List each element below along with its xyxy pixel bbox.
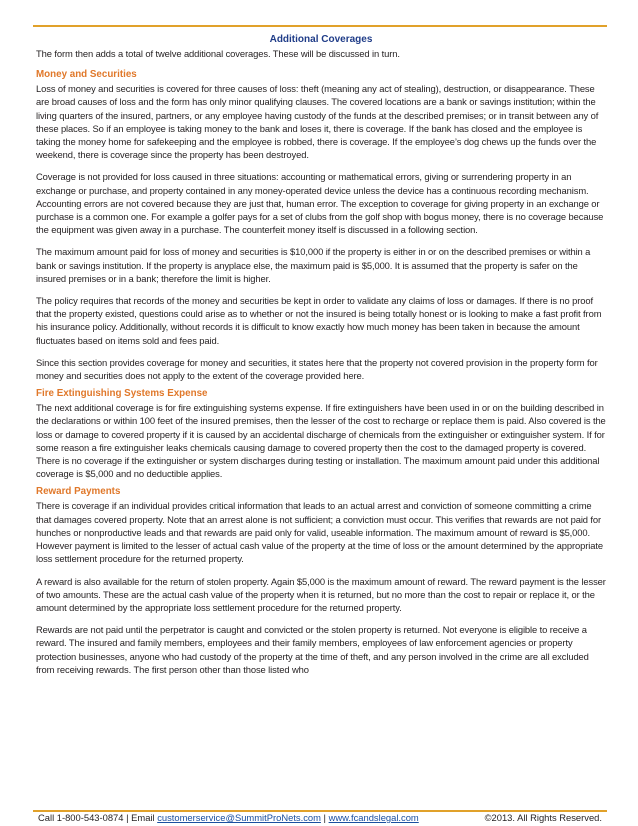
intro-paragraph: The form then adds a total of twelve additional coverages. These will be discussed in turn. (36, 48, 400, 59)
paragraph: There is coverage if an individual provides critical information that leads to an actual arrest and conviction of someone committing a crime that damages covered property. Note that an arrest alone is not sufficient; a conviction must occur. This verifies that rewards are not paid for hunches or nonproductive leads and that rewards are paid only for valid, useable information. The maximum amount of reward is $5,000. However payment is limited to the lesser of actual cash value of the property at the time of loss or the amount determined by the appropriate loss settlement procedure for the returned property. (36, 500, 603, 565)
paragraph: The maximum amount paid for loss of money and securities is $10,000 if the property is either in or on the described premises or within a bank or savings institution. If the property is anyplace else, the maximum paid is $5,000. It is assumed that the property is safer on the insured premises or in a bank; therefore the limit is higher. (36, 246, 591, 284)
footer-website-link[interactable]: www.fcandslegal.com (328, 812, 419, 823)
footer-email-label: Email (131, 812, 155, 823)
paragraph: Coverage is not provided for loss caused in three situations: accounting or mathematical errors, giving or surrendering property in an exchange or purchase, and property contained in any money-operated device unless the device has a continuous recording mechanism. Accounting errors are not covered because they are just that, human error. The exception to coverage for giving property in an exchange or purchase is a common one. For example a golfer pays for a set of clubs from the golf shop with bogus money, there is no coverage because the equipment was given away in a purchase. The counterfeit money itself is discussed in a following section. (36, 171, 604, 236)
footer (38, 811, 602, 825)
section-heading-fire-extinguishing: Fire Extinguishing Systems Expense (36, 388, 208, 400)
paragraph: The policy requires that records of the money and securities be kept in order to validate any claims of loss or damages. If there is no proof that the property existed, questions could arise as to whether or not the insured is being totally honest or is looking to make a fast profit from his insurance policy. Additionally, without records it is difficult to know exactly how much money has been taken in because the amount fluctuates based on items sold and fees paid. (36, 295, 602, 346)
footer-phone: Call 1-800-543-0874 (38, 812, 124, 823)
section-heading-reward-payments: Reward Payments (36, 486, 121, 498)
paragraph: Loss of money and securities is covered for three causes of loss: theft (meaning any act of stealing), destruction, or disappearance. These are broad causes of loss and the form has only minor qualifying clauses. The covered locations are a bank or savings institution; within the living quarters of the insured, partners, or any employee having custody of the funds at the described premises; or in transit between any of these places. So if an employee is taking money to the bank and loses it, there is coverage. If the bank has closed and the employee is taking the money home for safekeeping and the employee is robbed, there is coverage. If the employee’s dog chews up the funds over the weekend, there is coverage since the property has been destroyed. (36, 83, 599, 161)
top-rule (33, 25, 607, 27)
paragraph: Since this section provides coverage for money and securities, it states here that the property not covered provision in the property form for money and securities does not apply to the extent of the coverage provided here. (36, 356, 598, 382)
paragraph: Rewards are not paid until the perpetrator is caught and convicted or the stolen property is returned. Not everyone is eligible to receive a reward. The insured and family members, employees and their family members, employees of law enforcement agencies or property protection businesses, anyone who had custody of the property at the time of theft, and any person involved in the crime are all excluded from receiving rewards. The first person other than those listed who (36, 624, 589, 675)
paragraph: A reward is also available for the return of stolen property. Again $5,000 is the maximum amount of reward. The reward payment is the lesser of two amounts. These are the actual cash value of the property when it is returned, but no more than the cost to repair or replace it, or the amount determined by the appropriate loss settlement procedure for the returned property. (36, 575, 606, 613)
footer-separator: | (323, 812, 326, 823)
paragraph: The next additional coverage is for fire extinguishing systems expense. If fire extinguishers have been used in or on the building described in the declarations or within 100 feet of the insured premises, then the lesser of the cost to recharge or replace them is paid. Also covered is the loss or damage to covered property if it is caused by an accidental discharge of chemicals from the extinguisher or extinguisher system. If for some reason a fire extinguisher leaks chemicals causing damage to covered property then the cost to the damaged property is covered. There is no coverage if the extinguisher or system discharges during testing or installation. The maximum amount paid under this additional coverage is $5,000 and no deductible applies. (36, 402, 606, 480)
section-heading-money-securities: Money and Securities (36, 69, 137, 81)
footer-email-link[interactable]: customerservice@SummitProNets.com (157, 812, 321, 823)
footer-copyright: ©2013. All Rights Reserved. (484, 812, 602, 823)
footer-separator: | (126, 812, 129, 823)
page-content (36, 33, 606, 676)
page-title: Additional Coverages (269, 34, 373, 45)
